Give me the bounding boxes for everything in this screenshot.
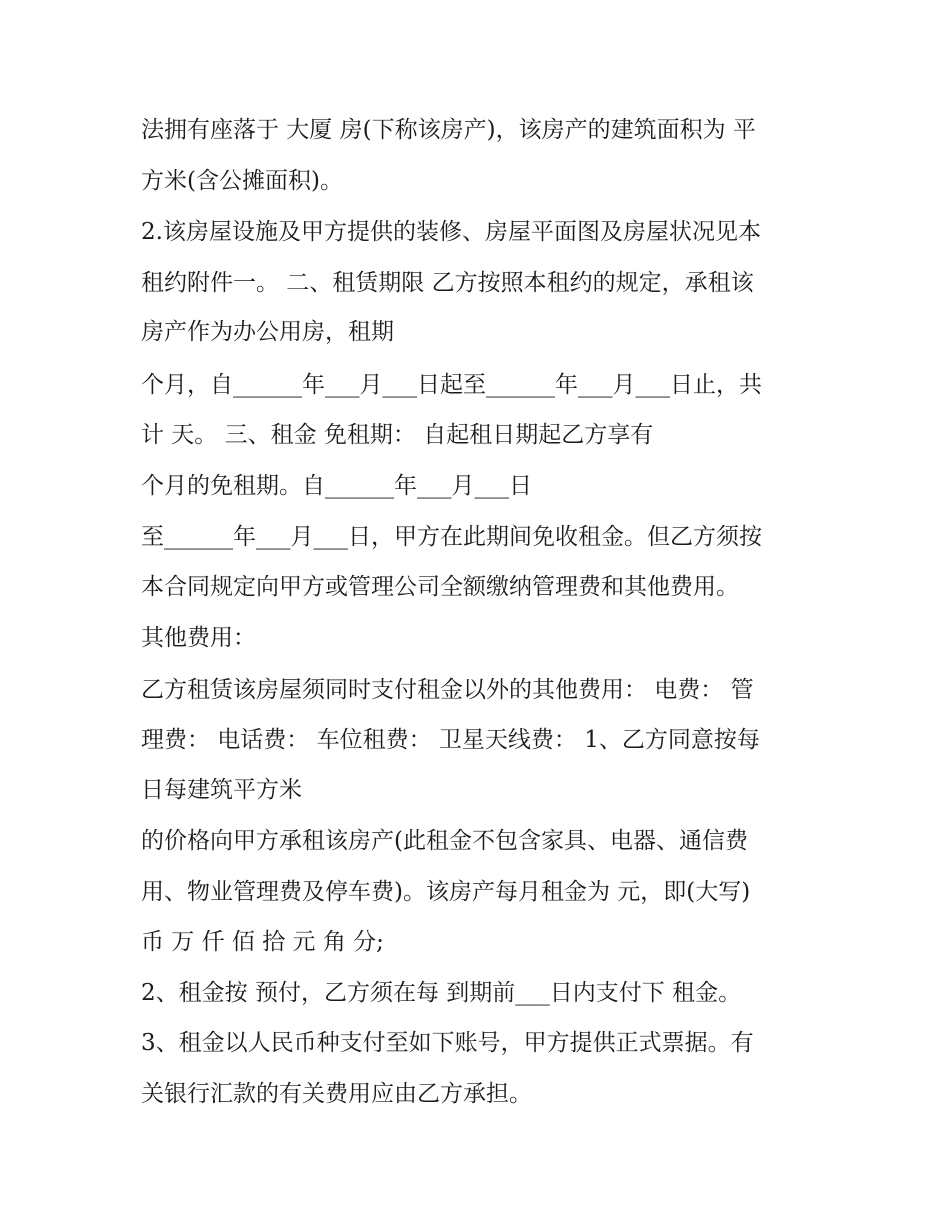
text-line: 日每建筑平方米 bbox=[141, 777, 302, 803]
text-line: 乙方租赁该房屋须同时支付租金以外的其他费用： 电费： 管 bbox=[141, 677, 754, 703]
text-line: 用、物业管理费及停车费)。该房产每月租金为 元，即(大写) bbox=[141, 879, 751, 905]
text-line: 2.该房屋设施及甲方提供的装修、房屋平面图及房屋状况见本 bbox=[141, 219, 761, 245]
text-line: 2、租金按 预付，乙方须在每 到期前___日内支付下 租金。 bbox=[141, 980, 742, 1006]
text-line: 3、租金以人民币种支付至如下账号，甲方提供正式票据。有 bbox=[141, 1030, 754, 1056]
text-line: 理费： 电话费： 车位租费： 卫星天线费： 1、乙方同意按每 bbox=[141, 727, 760, 753]
text-line: 至______年___月___日，甲方在此期间免收租金。但乙方须按 bbox=[141, 524, 762, 550]
text-line: 本合同规定向甲方或管理公司全额缴纳管理费和其他费用。 bbox=[141, 574, 739, 600]
text-line: 房产作为办公用房，租期 bbox=[141, 319, 394, 345]
text-line: 法拥有座落于 大厦 房(下称该房产)，该房产的建筑面积为 平 bbox=[141, 117, 756, 143]
text-line: 个月的免租期。自______年___月___日 bbox=[141, 473, 532, 499]
text-line: 其他费用： bbox=[141, 625, 256, 651]
text-line: 的价格向甲方承租该房产(此租金不包含家具、电器、通信费 bbox=[141, 828, 748, 854]
text-line: 个月，自______年___月___日起至______年___月___日止，共 bbox=[141, 372, 762, 398]
text-line: 计 天。 三、租金 免租期： 自起租日期起乙方享有 bbox=[141, 422, 654, 448]
text-line: 租约附件一。 二、租赁期限 乙方按照本租约的规定，承租该 bbox=[141, 270, 754, 296]
text-line: 关银行汇款的有关费用应由乙方承担。 bbox=[141, 1081, 532, 1107]
text-line: 币 万 仟 佰 拾 元 角 分; bbox=[141, 929, 384, 955]
text-line: 方米(含公摊面积)。 bbox=[141, 168, 343, 194]
